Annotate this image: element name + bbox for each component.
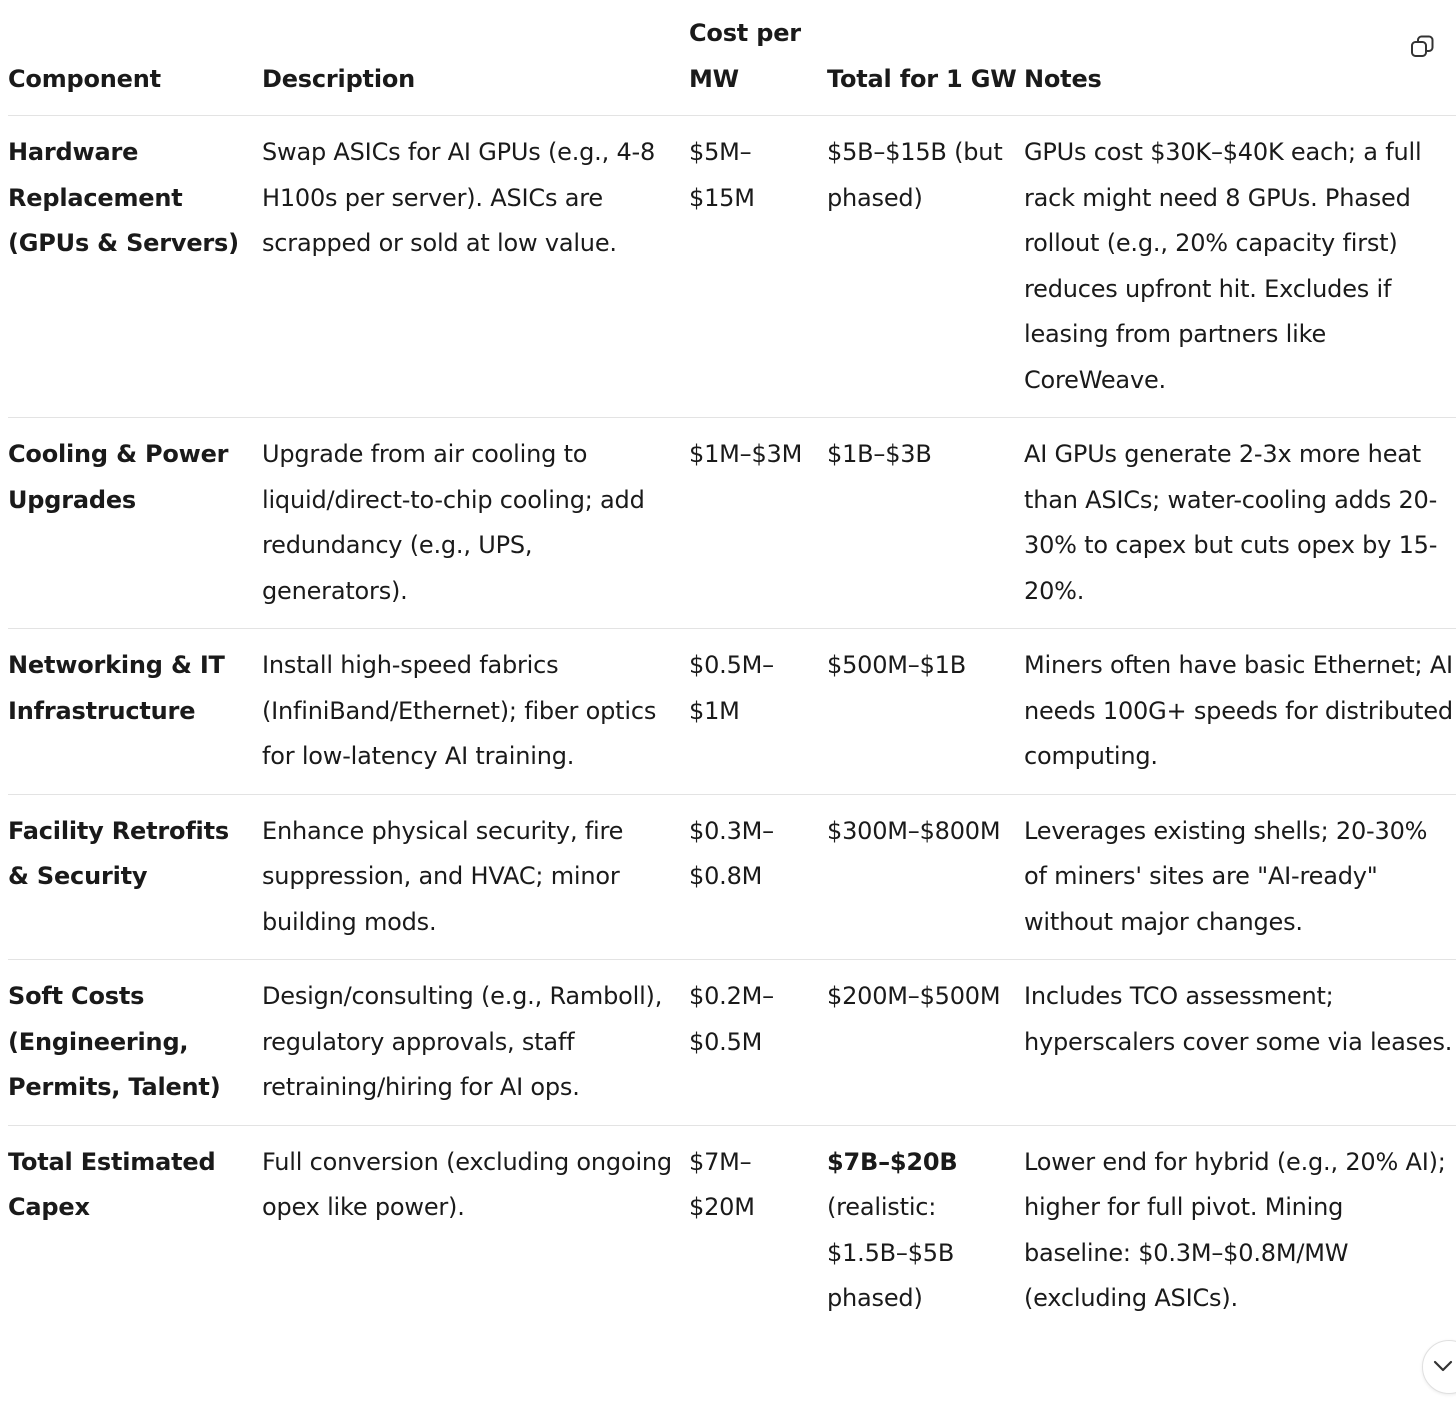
- header-total-1gw: Total for 1 GW: [827, 64, 1017, 93]
- row-component: Facility Retrofits & Security: [8, 816, 229, 890]
- row-total-bold: $7B–$20B: [827, 1147, 958, 1176]
- cost-table: [8, 0, 1456, 1336]
- row-cost-per-mw: $7M–$20M: [689, 1147, 755, 1221]
- row-description: Full conversion (excluding ongoing opex like power).: [262, 1147, 672, 1221]
- header-component: Component: [8, 64, 161, 93]
- table-row: [8, 418, 1456, 629]
- row-notes: Lower end for hybrid (e.g., 20% AI); higher for full pivot. Mining baseline: $0.3M–$0.8M/MW (excluding ASICs).: [1024, 1147, 1446, 1312]
- table-row-total: [8, 1125, 1456, 1336]
- row-component: Soft Costs (Engineering, Permits, Talent): [8, 982, 221, 1101]
- copy-icon: [1408, 32, 1438, 62]
- row-cost-per-mw: $0.2M–$0.5M: [689, 982, 774, 1056]
- row-component: Total Estimated Capex: [8, 1147, 216, 1221]
- table-row: [8, 960, 1456, 1126]
- row-component: Cooling & Power Upgrades: [8, 440, 229, 514]
- row-component: Networking & IT Infrastructure: [8, 651, 225, 725]
- row-cost-per-mw: $0.3M–$0.8M: [689, 816, 774, 890]
- row-total: $500M–$1B: [827, 651, 966, 679]
- header-row: [8, 0, 1456, 116]
- table-row: [8, 629, 1456, 795]
- row-notes: Miners often have basic Ethernet; AI needs 100G+ speeds for distributed computing.: [1024, 651, 1453, 770]
- row-total: $5B–$15B (but phased): [827, 138, 1003, 212]
- header-cost-per-mw: Cost per MW: [689, 19, 801, 93]
- row-total-rest: (realistic: $1.5B–$5B phased): [827, 1193, 955, 1312]
- row-notes: GPUs cost $30K–$40K each; a full rack might need 8 GPUs. Phased rollout (e.g., 20% capacity first) reduces upfront hit. Excludes if leasing from partners like CoreWeave.: [1024, 138, 1422, 394]
- row-total: $200M–$500M: [827, 982, 1001, 1010]
- copy-button[interactable]: [1408, 32, 1438, 62]
- row-total: [827, 1125, 1024, 1336]
- table-row: [8, 116, 1456, 418]
- row-notes: Leverages existing shells; 20-30% of miners' sites are "AI-ready" without major changes.: [1024, 816, 1428, 936]
- chevron-down-icon: [1433, 1359, 1453, 1373]
- row-total: $300M–$800M: [827, 816, 1001, 845]
- row-description: Design/consulting (e.g., Ramboll), regulatory approvals, staff retraining/hiring for AI ops.: [262, 982, 663, 1101]
- row-notes: AI GPUs generate 2-3x more heat than ASICs; water-cooling adds 20-30% to capex but cuts opex by 15-20%.: [1024, 440, 1438, 605]
- row-component: Hardware Replacement (GPUs & Servers): [8, 138, 239, 257]
- table-row: [8, 794, 1456, 960]
- header-description: Description: [262, 64, 416, 93]
- header-notes: Notes: [1024, 64, 1102, 93]
- scroll-down-button[interactable]: [1422, 1340, 1456, 1394]
- row-description: Enhance physical security, fire suppression, and HVAC; minor building mods.: [262, 816, 624, 936]
- row-description: Upgrade from air cooling to liquid/direct-to-chip cooling; add redundancy (e.g., UPS, generators).: [262, 440, 645, 605]
- row-total: $1B–$3B: [827, 440, 932, 468]
- row-description: Swap ASICs for AI GPUs (e.g., 4-8 H100s per server). ASICs are scrapped or sold at low value.: [262, 138, 656, 257]
- cost-table-container: [8, 0, 1456, 1336]
- row-cost-per-mw: $0.5M–$1M: [689, 651, 774, 725]
- row-notes: Includes TCO assessment; hyperscalers cover some via leases.: [1024, 982, 1453, 1056]
- row-cost-per-mw: $1M–$3M: [689, 440, 803, 468]
- row-description: Install high-speed fabrics (InfiniBand/Ethernet); fiber optics for low-latency AI training.: [262, 651, 657, 770]
- row-cost-per-mw: $5M–$15M: [689, 138, 755, 212]
